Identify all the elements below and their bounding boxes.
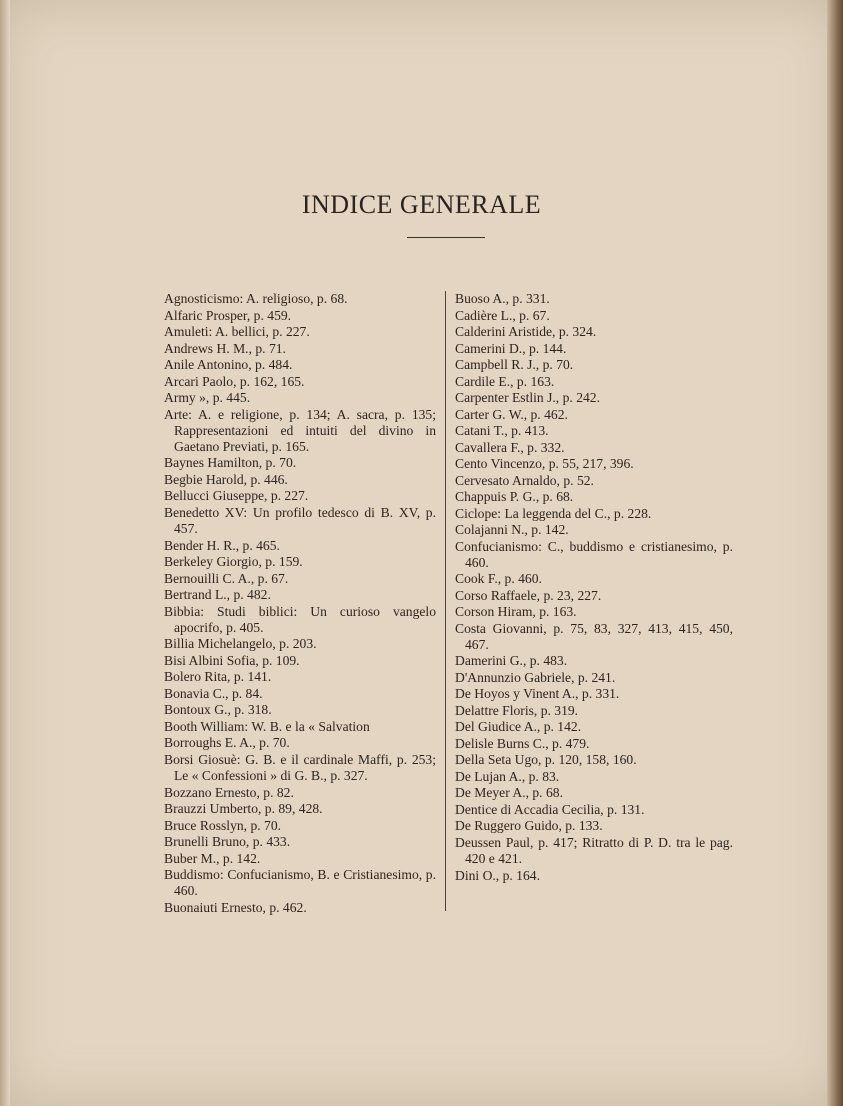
index-entry: Della Seta Ugo, p. 120, 158, 160. xyxy=(455,752,637,768)
index-entry: De Hoyos y Vinent A., p. 331. xyxy=(455,686,620,702)
index-entry: Corson Hiram, p. 163. xyxy=(455,604,577,620)
index-entry: Del Giudice A., p. 142. xyxy=(455,719,582,735)
index-entry: Borroughs E. A., p. 70. xyxy=(164,735,290,751)
index-entry: Benedetto XV: Un profilo tedesco di B. XV, p. 457. xyxy=(164,504,436,537)
index-entry: Buber M., p. 142. xyxy=(164,850,261,866)
index-entry: Bonavia C., p. 84. xyxy=(164,685,263,701)
index-entry: Brauzzi Umberto, p. 89, 428. xyxy=(164,801,323,817)
index-entry: Army », p. 445. xyxy=(164,390,251,405)
index-entry: Cervesato Arnaldo, p. 52. xyxy=(455,472,594,488)
index-entry: Dentice di Accadia Cecilia, p. 131. xyxy=(455,801,645,817)
index-entry: Anile Antonino, p. 484. xyxy=(164,357,293,372)
title-rule xyxy=(407,237,485,238)
index-entry: Deussen Paul, p. 417; Ritratto di P. D. tra le pag. 420 e 421. xyxy=(455,834,733,867)
index-entry: Andrews H. M., p. 71. xyxy=(164,340,286,356)
index-entry: Arte: A. e religione, p. 134; A. sacra, p. 135; Rappresentazioni ed intuiti del divino in Gaetano Previati, p. 165. xyxy=(164,406,436,454)
page-left-edge xyxy=(0,0,10,1106)
index-entry: Campbell R. J., p. 70. xyxy=(455,357,574,372)
index-entry: Begbie Harold, p. 446. xyxy=(164,471,288,487)
index-entry: Bolero Rita, p. 141. xyxy=(164,669,272,685)
index-entry: Cavallera F., p. 332. xyxy=(455,439,565,455)
index-entry: De Lujan A., p. 83. xyxy=(455,768,560,784)
index-entry: Bisi Albini Sofia, p. 109. xyxy=(164,652,300,668)
index-entry: Bozzano Ernesto, p. 82. xyxy=(164,784,294,800)
index-entry: Carpenter Estlin J., p. 242. xyxy=(455,390,600,405)
index-entry: Berkeley Giorgio, p. 159. xyxy=(164,554,303,570)
index-entry: Carter G. W., p. 462. xyxy=(455,406,568,422)
index-column-right xyxy=(455,291,733,884)
index-entry: Borsi Giosuè: G. B. e il cardinale Maffi, p. 253; Le « Confessioni » di G. B., p. 327. xyxy=(164,751,436,784)
index-entry: Alfaric Prosper, p. 459. xyxy=(164,307,292,323)
index-entry: Chappuis P. G., p. 68. xyxy=(455,489,574,504)
index-entry: Bertrand L., p. 482. xyxy=(164,587,271,603)
index-entry: Delisle Burns C., p. 479. xyxy=(455,735,590,751)
index-entry: Confucianismo: C., buddismo e cristianesimo, p. 460. xyxy=(455,538,733,570)
index-entry: Costa Giovanni, p. 75, 83, 327, 413, 415, 450, 467. xyxy=(455,620,733,652)
index-entry: Booth William: W. B. e la « Salvation xyxy=(164,718,370,734)
index-entry: Amuleti: A. bellici, p. 227. xyxy=(164,324,310,339)
page-spine-edge xyxy=(827,0,843,1106)
index-entry: Bontoux G., p. 318. xyxy=(164,702,272,718)
index-entry: Colajanni N., p. 142. xyxy=(455,522,569,537)
index-entry: Ciclope: La leggenda del C., p. 228. xyxy=(455,505,652,521)
index-column-left xyxy=(164,291,436,916)
index-entry: Cook F., p. 460. xyxy=(455,571,542,587)
index-entry: Delattre Floris, p. 319. xyxy=(455,702,579,718)
index-entry: Buonaiuti Ernesto, p. 462. xyxy=(164,899,307,915)
index-entry: Cadière L., p. 67. xyxy=(455,307,550,323)
index-entry: De Ruggero Guido, p. 133. xyxy=(455,818,603,834)
page-title: INDICE GENERALE xyxy=(301,190,542,219)
index-entry: Bellucci Giuseppe, p. 227. xyxy=(164,488,309,504)
index-entry: Bibbia: Studi biblici: Un curioso vangelo apocrifo, p. 405. xyxy=(164,603,436,635)
index-entry: Buddismo: Confucianismo, B. e Cristianesimo, p. 460. xyxy=(164,867,436,899)
index-entry: D'Annunzio Gabriele, p. 241. xyxy=(455,669,616,685)
index-entry: De Meyer A., p. 68. xyxy=(455,785,563,801)
index-entry: Arcari Paolo, p. 162, 165. xyxy=(164,373,305,389)
index-entry: Bender H. R., p. 465. xyxy=(164,537,280,553)
index-entry: Cardile E., p. 163. xyxy=(455,373,555,389)
index-entry: Corso Raffaele, p. 23, 227. xyxy=(455,587,602,603)
column-divider xyxy=(445,291,446,911)
index-entry: Agnosticismo: A. religioso, p. 68. xyxy=(164,291,348,306)
index-entry: Bernouilli C. A., p. 67. xyxy=(164,570,289,586)
index-entry: Buoso A., p. 331. xyxy=(455,291,550,306)
index-entry: Dini O., p. 164. xyxy=(455,867,540,883)
index-entry: Camerini D., p. 144. xyxy=(455,340,567,356)
index-entry: Calderini Aristide, p. 324. xyxy=(455,324,597,339)
index-entry: Billia Michelangelo, p. 203. xyxy=(164,636,317,652)
index-entry: Damerini G., p. 483. xyxy=(455,653,568,669)
index-entry: Baynes Hamilton, p. 70. xyxy=(164,455,297,471)
index-entry: Bruce Rosslyn, p. 70. xyxy=(164,817,282,833)
index-entry: Cento Vincenzo, p. 55, 217, 396. xyxy=(455,456,634,471)
index-entry: Brunelli Bruno, p. 433. xyxy=(164,834,291,850)
index-entry: Catani T., p. 413. xyxy=(455,423,549,438)
